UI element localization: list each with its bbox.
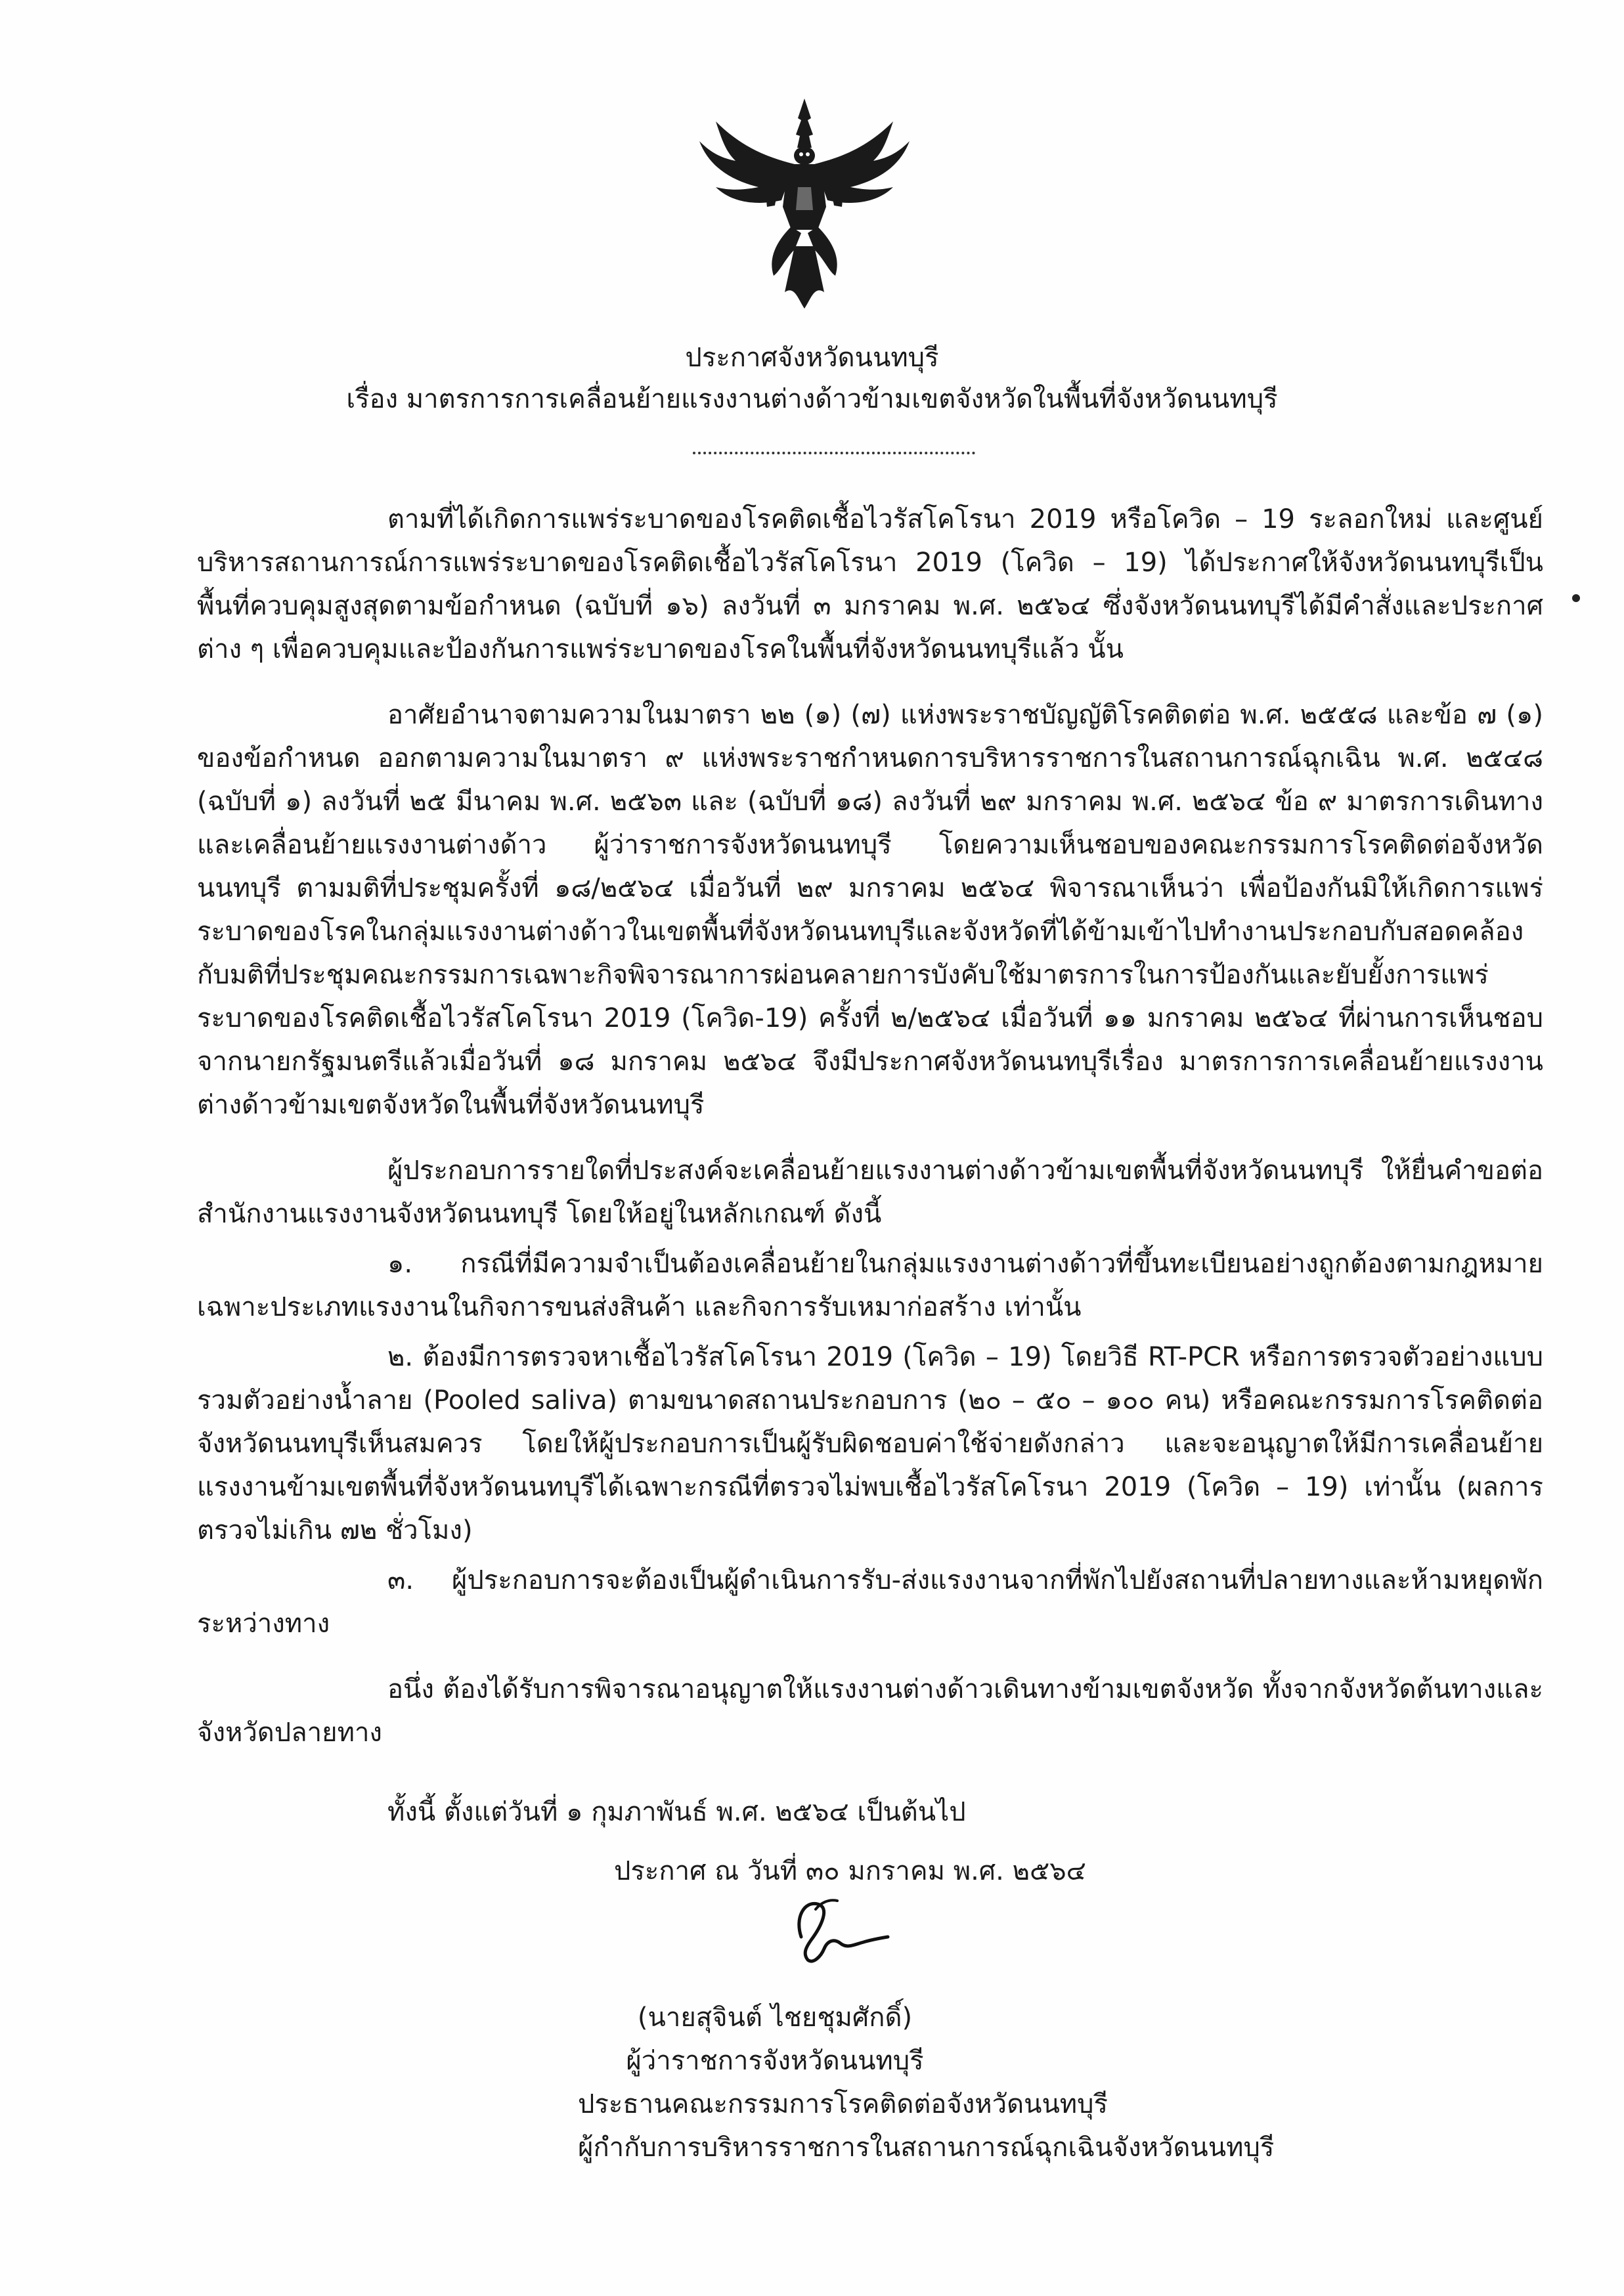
announcement-body (197, 498, 1543, 1777)
paragraph-criteria-intro: ผู้ประกอบการรายใดที่ประสงค์จะเคลื่อนย้ายแรงงานต่างด้าวข้ามเขตพื้นที่จังหวัดนนทบุรี ให้ยื่นคำขอต่อสำนักงานแรงงานจังหวัดนนทบุรี โดยให้อยู่ในหลักเกณฑ์ ดังนี้ (197, 1156, 1543, 1229)
signatory-name: (นายสุจินต์ ไชยชุมศักดิ์) (637, 2003, 913, 2033)
signatory-position-3: ผู้กำกับการบริหารราชการในสถานการณ์ฉุกเฉินจังหวัดนนทบุรี (578, 2133, 1275, 2163)
announcement-subject: เรื่อง มาตรการการเคลื่อนย้ายแรงงานต่างด้าวข้ามเขตจังหวัดในพื้นที่จังหวัดนนทบุรี (346, 384, 1278, 414)
paragraph-authority: อาศัยอำนาจตามความในมาตรา ๒๒ (๑) (๗) แห่งพระราชบัญญัติโรคติดต่อ พ.ศ. ๒๕๕๘ และข้อ ๗ (๑) ของข้อกำหนด ออกตามความในมาตรา ๙ แห่งพระราชกำหนดการบริหารราชการในสถานการณ์ฉุกเฉิน พ.ศ. ๒๕๔๘ (ฉบับที่ ๑) ลงวันที่ ๒๕ มีนาคม พ.ศ. ๒๕๖๓ และ (ฉบับที่ ๑๘) ลงวันที่ ๒๙ มกราคม พ.ศ. ๒๕๖๔ ข้อ ๙ มาตรการเดินทางและเคลื่อนย้ายแรงงานต่างด้าว ผู้ว่าราชการจังหวัดนนทบุรี โดยความเห็นชอบของคณะกรรมการโรคติดต่อจังหวัดนนทบุรี ตามมติที่ประชุมครั้งที่ ๑๘/๒๕๖๔ เมื่อวันที่ ๒๙ มกราคม ๒๕๖๔ พิจารณาเห็นว่า เพื่อป้องกันมิให้เกิดการแพร่ระบาดของโรคในกลุ่มแรงงานต่างด้าวในเขตพื้นที่จังหวัดนนทบุรีและจังหวัดที่ได้ข้ามเข้าไปทำงานประกอบกับสอดคล้องกับมติที่ประชุมคณะกรรมการเฉพาะกิจพิจารณาการผ่อนคลายการบังคับใช้มาตรการในการป้องกันและยับยั้งการแพร่ระบาดของโรคติดเชื้อไวรัสโคโรนา 2019 (โควิด-19) ครั้งที่ ๒/๒๕๖๔ เมื่อวันที่ ๑๑ มกราคม ๒๕๖๔ ที่ผ่านการเห็นชอบจากนายกรัฐมนตรีแล้วเมื่อวันที่ ๑๘ มกราคม ๒๕๖๔ จึงมีประกาศจังหวัดนนทบุรีเรื่อง มาตรการการเคลื่อนย้ายแรงงานต่างด้าวข้ามเขตจังหวัดในพื้นที่จังหวัดนนทบุรี (197, 700, 1543, 1120)
margin-mark (1572, 594, 1580, 602)
signatory-position-1: ผู้ว่าราชการจังหวัดนนทบุรี (626, 2046, 924, 2076)
title-divider (693, 452, 975, 454)
signatory-position-2: ประธานคณะกรรมการโรคติดต่อจังหวัดนนทบุรี (578, 2089, 1108, 2119)
handwritten-signature-icon (775, 1891, 893, 1970)
garuda-emblem-icon (696, 95, 913, 312)
signatory-block (578, 1996, 1275, 2169)
announcement-date: ประกาศ ณ วันที่ ๓๐ มกราคม พ.ศ. ๒๕๖๔ (614, 1856, 1086, 1886)
effective-date: ทั้งนี้ ตั้งแต่วันที่ ๑ กุมภาพันธ์ พ.ศ. ๒๕๖๔ เป็นต้นไป (387, 1797, 966, 1827)
criteria-item-1: ๑. กรณีที่มีความจำเป็นต้องเคลื่อนย้ายในกลุ่มแรงงานต่างด้าวที่ขึ้นทะเบียนอย่างถูกต้องตามกฎหมายเฉพาะประเภทแรงงานในกิจการขนส่งสินค้า และกิจการรับเหมาก่อสร้าง เท่านั้น (197, 1249, 1543, 1322)
paragraph-background: ตามที่ได้เกิดการแพร่ระบาดของโรคติดเชื้อไวรัสโคโรนา 2019 หรือโควิด – 19 ระลอกใหม่ และศูนย์บริหารสถานการณ์การแพร่ระบาดของโรคติดเชื้อไวรัสโคโรนา 2019 (โควิด – 19) ได้ประกาศให้จังหวัดนนทบุรีเป็นพื้นที่ควบคุมสูงสุดตามข้อกำหนด (ฉบับที่ ๑๖) ลงวันที่ ๓ มกราคม พ.ศ. ๒๕๖๔ ซึ่งจังหวัดนนทบุรีได้มีคำสั่งและประกาศต่าง ๆ เพื่อควบคุมและป้องกันการแพร่ระบาดของโรคในพื้นที่จังหวัดนนทบุรีแล้ว นั้น (197, 504, 1543, 664)
paragraph-note: อนึ่ง ต้องได้รับการพิจารณาอนุญาตให้แรงงานต่างด้าวเดินทางข้ามเขตจังหวัด ทั้งจากจังหวัดต้นทางและจังหวัดปลายทาง (197, 1674, 1543, 1748)
announcement-title: ประกาศจังหวัดนนทบุรี (685, 343, 939, 373)
criteria-item-2: ๒. ต้องมีการตรวจหาเชื้อไวรัสโคโรนา 2019 (โควิด – 19) โดยวิธี RT-PCR หรือการตรวจตัวอย่างแบบรวมตัวอย่างน้ำลาย (Pooled saliva) ตามขนาดสถานประกอบการ (๒๐ – ๕๐ – ๑๐๐ คน) หรือคณะกรรมการโรคติดต่อจังหวัดนนทบุรีเห็นสมควร โดยให้ผู้ประกอบการเป็นผู้รับผิดชอบค่าใช้จ่ายดังกล่าว และจะอนุญาตให้มีการเคลื่อนย้ายแรงงานข้ามเขตพื้นที่จังหวัดนนทบุรีได้เฉพาะกรณีที่ตรวจไม่พบเชื้อไวรัสโคโรนา 2019 (โควิด – 19) เท่านั้น (ผลการตรวจไม่เกิน ๗๒ ชั่วโมง) (197, 1342, 1543, 1546)
criteria-item-3: ๓. ผู้ประกอบการจะต้องเป็นผู้ดำเนินการรับ-ส่งแรงงานจากที่พักไปยังสถานที่ปลายทางและห้ามหยุดพักระหว่างทาง (197, 1565, 1543, 1639)
